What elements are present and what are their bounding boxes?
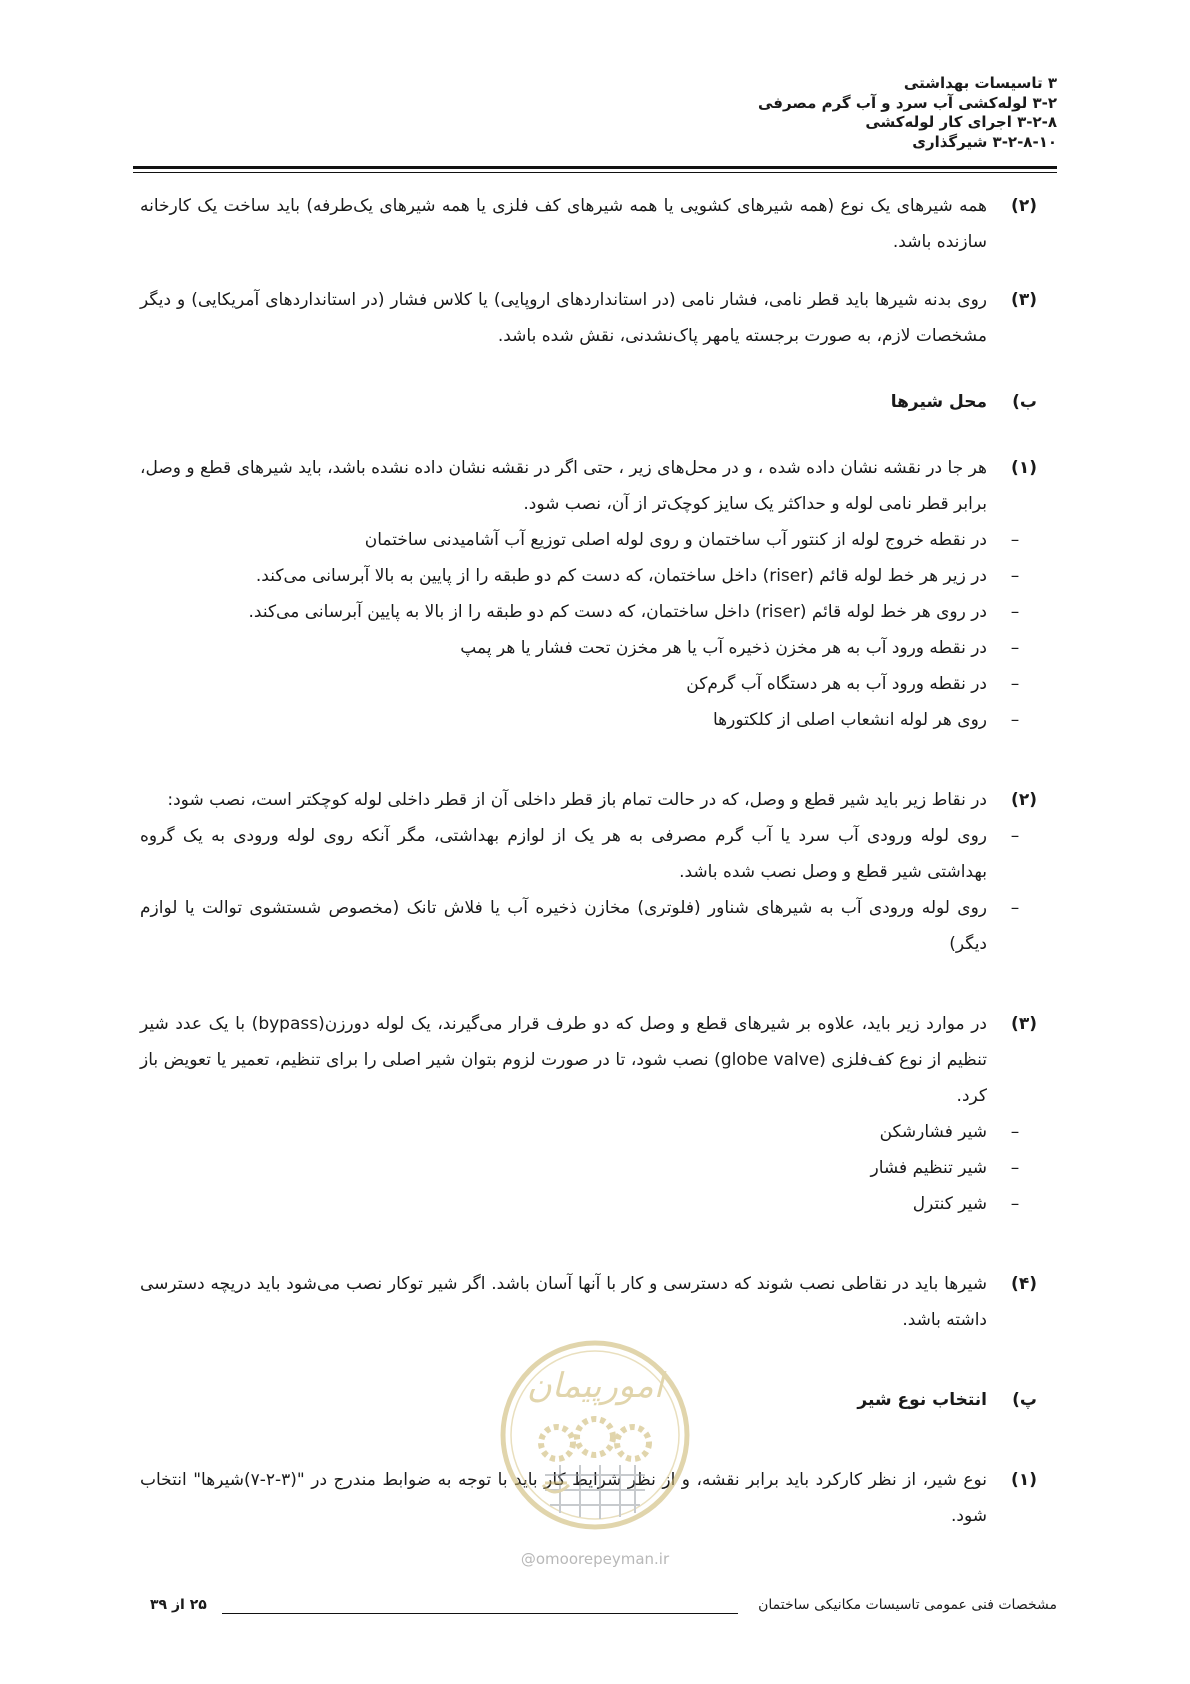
list-item: – شیر فشارشکن	[140, 1114, 1037, 1150]
document-body	[140, 188, 1037, 1534]
footer-title: مشخصات فنی عمومی تاسیسات مکانیکی ساختمان	[758, 1597, 1057, 1613]
bullet-dash: –	[1010, 710, 1020, 730]
section-label: ب)	[1012, 392, 1037, 412]
page-header	[637, 74, 1057, 152]
list-item: – شیر کنترل	[140, 1186, 1037, 1222]
header-chapter: ۳ تاسیسات بهداشتی	[903, 74, 1057, 92]
section-title: محل شیرها	[890, 392, 987, 412]
list-item: – در نقطه ورود آب به هر دستگاه آب گرم‌کن	[140, 666, 1037, 702]
section-title: انتخاب نوع شیر	[857, 1390, 987, 1410]
item-number: (۲)	[1011, 196, 1037, 216]
header-subsection: ۳-۲-۸ اجرای کار لوله‌کشی	[865, 113, 1057, 131]
item-number: (۳)	[1011, 1014, 1037, 1034]
paragraph-item	[140, 1266, 1037, 1338]
list-item: – روی لوله ورودی آب به شیرهای شناور (فلوتری) مخازن ذخیره آب یا فلاش تانک (مخصوص شستشوی توالت یا لوازم دیگر)	[140, 890, 1037, 962]
section-heading-b	[140, 384, 1037, 420]
watermark-logo	[495, 1335, 695, 1535]
item-text: در نقاط زیر باید شیر قطع و وصل، که در حالت تمام باز قطر داخلی آن از قطر داخلی لوله کوچکتر است، نصب شود:	[167, 790, 987, 810]
list-item: – در روی هر خط لوله قائم (riser) داخل ساختمان، که دست کم دو طبقه را از بالا به پایین آبرسانی می‌کند.	[140, 594, 1037, 630]
bullet-dash: –	[1010, 602, 1020, 622]
item-text: نوع شیر، از نظر کارکرد باید برابر نقشه، و از نظر شرایط کار باید با توجه به ضوابط مندرج در "(۳-۲-۷)شیرها" انتخاب شود.	[140, 1470, 987, 1526]
bullet-dash: –	[1010, 1194, 1020, 1214]
paragraph-item	[140, 450, 1037, 522]
item-number: (۱)	[1011, 1470, 1037, 1490]
bullet-dash: –	[1010, 1158, 1020, 1178]
list-item: – روی هر لوله انشعاب اصلی از کلکتورها	[140, 702, 1037, 738]
bullet-dash: –	[1010, 1122, 1020, 1142]
paragraph-item	[140, 282, 1037, 354]
item-number: (۱)	[1011, 458, 1037, 478]
list-item: – در زیر هر خط لوله قائم (riser) داخل ساختمان، که دست کم دو طبقه را از پایین به بالا آبرسانی می‌کند.	[140, 558, 1037, 594]
item-text: روی بدنه شیرها باید قطر نامی، فشار نامی (در استانداردهای اروپایی) یا کلاس فشار (در استانداردهای آمریکایی) و دیگر مشخصات لازم، به صورت برجسته یامهر پاک‌نشدنی، نقش شده باشد.	[140, 290, 987, 346]
watermark-brand: امورپیمان	[526, 1366, 664, 1406]
paragraph-item	[140, 1006, 1037, 1114]
item-number: (۲)	[1011, 790, 1037, 810]
bullet-dash: –	[1010, 530, 1020, 550]
paragraph-item	[140, 782, 1037, 818]
bullet-dash: –	[1010, 638, 1020, 658]
item-text: شیرها باید در نقاطی نصب شوند که دسترسی و کار با آنها آسان باشد. اگر شیر توکار نصب می‌شود باید دریچه دسترسی داشته باشد.	[140, 1274, 987, 1330]
header-section: ۳-۲ لوله‌کشی آب سرد و آب گرم مصرفی	[757, 93, 1057, 112]
item-number: (۳)	[1011, 290, 1037, 310]
list-item: – در نقطه ورود آب به هر مخزن ذخیره آب یا هر مخزن تحت فشار یا هر پمپ	[140, 630, 1037, 666]
section-label: پ)	[1012, 1390, 1037, 1410]
item-text: هر جا در نقشه نشان داده شده ، و در محل‌های زیر ، حتی اگر در نقشه نشان داده نشده باشد، باید شیرهای قطع و وصل، برابر قطر نامی لوله و حداکثر یک سایز کوچک‌تر از آن، نصب شود.	[140, 458, 987, 514]
footer-rule	[222, 1613, 738, 1614]
bullet-dash: –	[1010, 826, 1020, 846]
bullet-dash: –	[1010, 674, 1020, 694]
watermark-url: @omoorepeyman.ir	[520, 1550, 670, 1568]
item-text: در موارد زیر باید، علاوه بر شیرهای قطع و وصل که دو طرف قرار می‌گیرند، یک لوله دورزن(bypass) با یک عدد شیر تنظیم از نوع کف‌فلزی (globe valve) نصب شود، تا در صورت لزوم بتوان شیر اصلی را برای تنظیم، تعمیر یا تعویض باز کرد.	[140, 1014, 987, 1106]
bullet-dash: –	[1010, 898, 1020, 918]
item-number: (۴)	[1011, 1274, 1037, 1294]
bullet-dash: –	[1010, 566, 1020, 586]
list-item: – در نقطه خروج لوله از کنتور آب ساختمان و روی لوله اصلی توزیع آب آشامیدنی ساختمان	[140, 522, 1037, 558]
header-rule-thin	[133, 172, 1057, 173]
page-number: ۲۵ از ۳۹	[150, 1597, 207, 1613]
list-item: – شیر تنظیم فشار	[140, 1150, 1037, 1186]
header-topic: ۳-۲-۸-۱۰ شیرگذاری	[912, 132, 1057, 151]
paragraph-item	[140, 188, 1037, 260]
item-text: همه شیرهای یک نوع (همه شیرهای کشویی یا همه شیرهای کف فلزی یا همه شیرهای یک‌طرفه) باید ساخت یک کارخانه سازنده باشد.	[140, 196, 987, 252]
header-rule-thick	[133, 166, 1057, 169]
list-item: – روی لوله ورودی آب سرد یا آب گرم مصرفی به هر یک از لوازم بهداشتی، مگر آنکه روی لوله ورودی به یک گروه بهداشتی شیر قطع و وصل نصب شده باشد.	[140, 818, 1037, 890]
